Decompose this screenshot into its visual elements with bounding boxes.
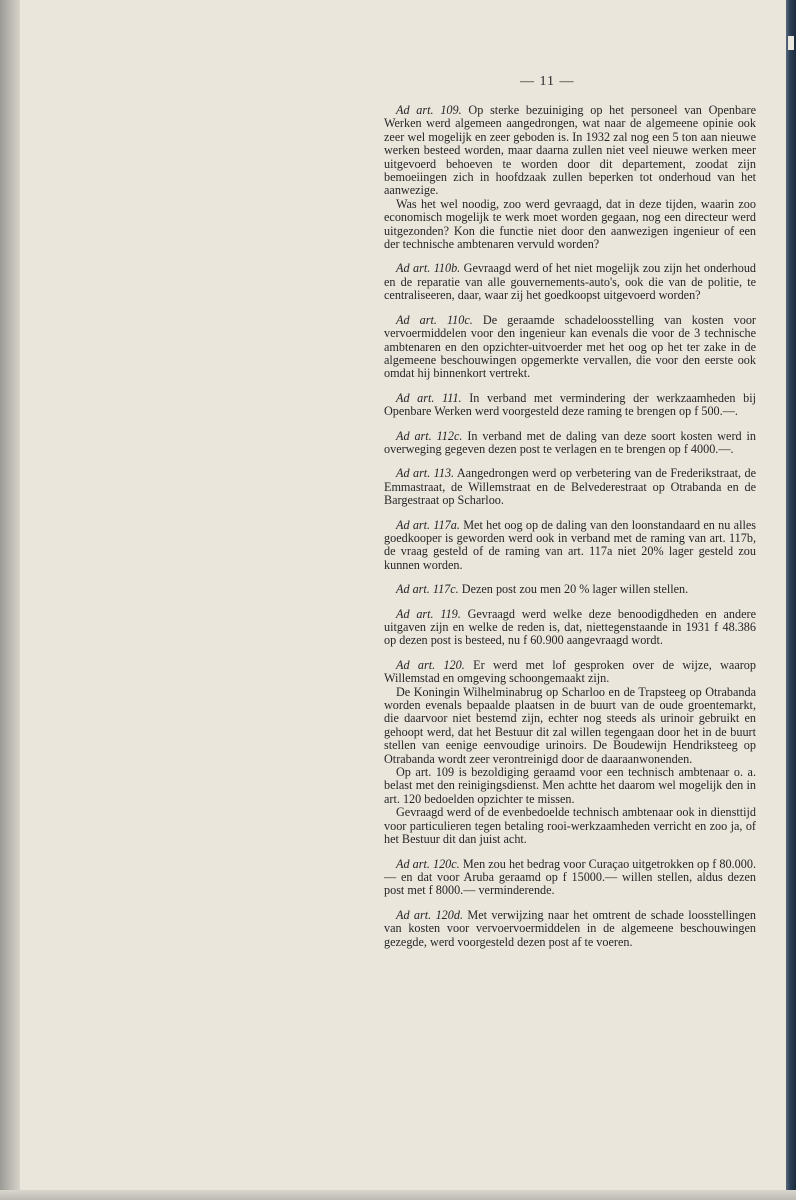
article-ref: Ad art. 110c. (396, 312, 473, 327)
paragraph-text: Op art. 109 is bezoldiging geraamd voor een technisch ambtenaar o. a. belast met den reinigingsdienst. Men achtte het daarom wel mogelijk den in art. 120 bedoelden opzichter te missen. (384, 765, 756, 806)
edge-notch (788, 36, 794, 50)
article-ref: Ad art. 113. (396, 466, 455, 481)
paragraph-text: Met het oog op de daling van den loonstandaard en nu alles goedkooper is geworden werd ook in verband met de raming van art. 117b, de vraag gesteld of de raming van art. 117a niet 20% lager gesteld zou kunnen worden. (384, 517, 756, 572)
paragraph-art-120-continued-1 (384, 686, 756, 766)
paragraph-art-119 (384, 608, 756, 648)
document-body (384, 104, 756, 949)
page-bottom-edge (0, 1190, 796, 1200)
paragraph-art-109 (384, 104, 756, 198)
page-number: — 11 — (520, 74, 575, 89)
paragraph-text: Dezen post zou men 20 % lager willen stellen. (458, 582, 689, 597)
paragraph-art-120-continued-2 (384, 766, 756, 806)
paragraph-art-111 (384, 392, 756, 419)
paragraph-art-110b (384, 262, 756, 302)
paragraph-art-109-continued (384, 198, 756, 252)
article-ref: Ad art. 110b. (396, 261, 461, 276)
article-ref: Ad art. 109. (396, 103, 462, 117)
paragraph-art-120 (384, 659, 756, 686)
paragraph-text: Met verwijzing naar het omtrent de schade loosstellingen van kosten voor vervoervoermiddelen in de algemeene beschouwingen gezegde, werd voorgesteld dezen post af te voeren. (384, 907, 756, 949)
paragraph-text: In verband met vermindering der werkzaamheden bij Openbare Werken werd voorgesteld deze raming te brengen op f 500.—. (384, 390, 757, 419)
paragraph-text: De Koningin Wilhelminabrug op Scharloo en de Trapsteeg op Otrabanda worden evenals bepaalde plaatsen in de buurt van de oude groentemarkt, die daarvoor niet bestemd zijn, echter nog steeds als urinoir gebruikt en gehoopt werd, dat het Bestuur dit zal willen tegengaan door het in de buurt stellen van eenige eenvoudige urinoirs. De Boudewijn Hendriksteeg op Otrabanda wordt zeer verontreinigd door de daaraanwonenden. (384, 684, 756, 766)
page-left-edge (0, 0, 20, 1200)
paragraph-text: Gevraagd werd of de evenbedoelde technisch ambtenaar ook in diensttijd voor particulieren tegen betaling rooi-werkzaamheden verricht en zoo ja, of het Bestuur dit dan juist acht. (384, 805, 756, 847)
paragraph-art-117c (384, 583, 756, 596)
paragraph-art-117a (384, 519, 756, 573)
paragraph-text: Gevraagd werd welke deze benoodigdheden en andere uitgaven zijn en welke de reden is, dat, niettegenstaande in 1931 f 48.386 op dezen post is besteed, nu f 60.900 aangevraagd wordt. (384, 606, 757, 648)
paragraph-art-110c (384, 314, 756, 381)
page-right-edge (786, 0, 796, 1200)
paragraph-text: Gevraagd werd of het niet mogelijk zou zijn het onderhoud en de reparatie van alle gouvernements-auto's, ook die van de politie, te centraliseeren, daar, waar zij het goedkoopst uitgevoerd worden? (384, 261, 757, 303)
article-ref: Ad art. 120c. (396, 856, 460, 871)
paragraph-art-120d (384, 909, 756, 949)
article-ref: Ad art. 117a. (396, 517, 460, 532)
paragraph-text: Er werd met lof gesproken over de wijze, waarop Willemstad en omgeving schoongemaakt zijn. (384, 657, 756, 686)
article-ref: Ad art. 117c. (396, 582, 459, 597)
article-ref: Ad art. 120d. (396, 907, 464, 922)
article-ref: Ad art. 119. (396, 606, 461, 621)
paragraph-art-112c (384, 430, 756, 457)
paragraph-art-113 (384, 467, 756, 507)
paragraph-art-120c (384, 858, 756, 898)
paragraph-art-120-continued-3 (384, 806, 756, 846)
paragraph-text: Aangedrongen werd op verbetering van de Frederikstraat, de Emmastraat, de Willemstraat en de Belvederestraat op Otrabanda en de Bargestraat op Scharloo. (384, 466, 756, 508)
article-ref: Ad art. 120. (396, 657, 465, 672)
article-ref: Ad art. 111. (396, 390, 462, 405)
paragraph-text: Op sterke bezuiniging op het personeel van Openbare Werken werd algemeen aangedrongen, wat naar de algemeene opinie ook zeer wel mogelijk en zeer geboden is. In 1932 zal nog een 5 ton aan nieuwe werken besteed worden, maar daarna zullen niet veel nieuwe werken meer uitgevoerd behoeven te worden door dit departement, zoodat zijn bemoeiingen zich in hoofdzaak zullen beperken tot onderhoud van het aanwezige. (384, 103, 756, 198)
paragraph-text: In verband met de daling van deze soort kosten werd in overweging gegeven dezen post te verlagen en te brengen op f 4000.—. (384, 428, 756, 456)
article-ref: Ad art. 112c. (396, 428, 463, 443)
paragraph-text: Men zou het bedrag voor Curaçao uitgetrokken op f 80.000.— en dat voor Aruba geraamd op f 15000.— willen stellen, aldus dezen post met f 8000.— verminderende. (384, 856, 756, 898)
paragraph-text: De geraamde schadeloosstelling van kosten voor vervoermiddelen voor den ingenieur kan evenals die voor de 3 technische ambtenaren en den opzichter-uitvoerder met het oog op het ter zake in de algemeene beschouwingen opgemerkte vervallen, die voor den eerste ook omdat hij binnenkort vertrekt. (384, 312, 756, 381)
paragraph-text: Was het wel noodig, zoo werd gevraagd, dat in deze tijden, waarin zoo economisch mogelijk te werk moet worden gegaan, nog een directeur werd uitgezonden? Kon die functie niet door den aanwezigen ingenieur of een der technische ambtenaren vervuld worden? (384, 196, 756, 252)
